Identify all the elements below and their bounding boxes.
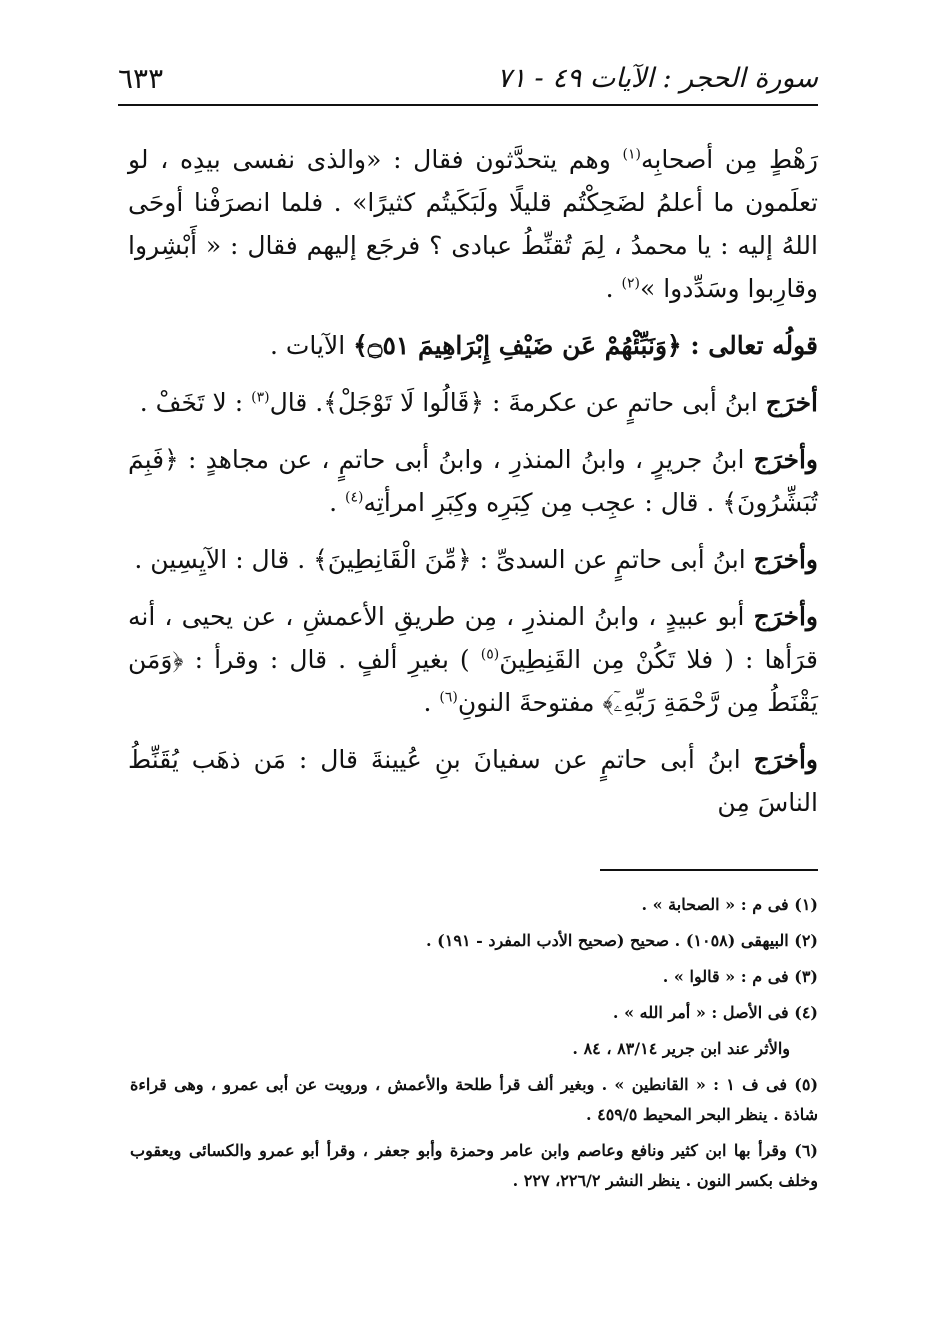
paragraph-3 (128, 381, 818, 424)
p5-text-2: . قال : الآيِسِين . (134, 545, 314, 574)
p6-text-1: أبو عبيدٍ ، وابنُ المنذرِ ، مِن طريقِ الأعمشِ ، عن يحيى ، أنه قرَأها : ( فلا تَكُنْ مِن القَنِطِينَ (128, 602, 818, 674)
p4-text-3: . (329, 488, 346, 517)
p6-text-3: مفتوحةَ النونِ (457, 688, 603, 717)
verse-heading-tail: الآيات . (269, 331, 354, 360)
paragraph-2 (128, 324, 818, 367)
paragraph-6 (128, 595, 818, 724)
quran-verse-4: ﴿مِّنَ الْقَانِطِينَ﴾ (313, 545, 472, 574)
p7-lead: وأخرَج (753, 745, 818, 774)
paragraph-4 (128, 438, 818, 524)
footnote-ref-2: (٢) (621, 275, 640, 292)
paragraph-1 (128, 138, 818, 310)
paragraph-5 (128, 538, 818, 581)
p3-lead: أخرَج (765, 388, 818, 417)
quran-verse-3: ﴿فَبِمَ تُبَشِّرُونَ﴾ (128, 445, 818, 517)
quran-verse-5: ﴿وَمَن يَقْنَطُ مِن رَّحْمَةِ رَبِّهِۦٓ﴾ (128, 645, 818, 717)
footnote-ref-3: (٣) (251, 389, 270, 406)
p7-text-1: ابنُ أبى حاتمٍ عن سفيانَ بنِ عُيينةَ قال : مَن ذهَب يُقَنِّطُ الناسَ مِن (128, 745, 818, 817)
p4-text-1: ابنُ جريرٍ ، وابنُ المنذرِ ، وابنُ أبى حاتمٍ ، عن مجاهدٍ : (178, 445, 754, 474)
footnotes (130, 890, 818, 1202)
p6-lead: وأخرَج (753, 602, 818, 631)
p1-text-1: رَهْطٍ مِن أصحابِه (640, 145, 819, 174)
p4-lead: وأخرَج (753, 445, 818, 474)
footnote-4: (٤) فى الأصل : « أمر الله » . (612, 1003, 818, 1022)
p5-text-1: ابنُ أبى حاتمٍ عن السدىِّ : (471, 545, 754, 574)
p6-text-2: ) بغيرِ ألفٍ . قال : وقرأ : (183, 645, 481, 674)
footnote-ref-6: (٦) (439, 689, 458, 706)
header-rule (118, 104, 818, 106)
footnote-1: (١) فى م : « الصحابة » . (641, 895, 818, 914)
p3-text-3: : لا تَخَفْ . (139, 388, 252, 417)
p1-text-3: . (605, 274, 622, 303)
footnote-3: (٣) فى م : « قالوا » . (662, 967, 818, 986)
page-header (118, 52, 818, 104)
main-text (128, 138, 818, 838)
p5-lead: وأخرَج (753, 545, 818, 574)
footnote-ref-4: (٤) (345, 489, 364, 506)
footnote-4-continuation: والأثر عند ابن جرير ٨٣/١٤ ، ٨٤ . (572, 1039, 790, 1058)
footnote-5: (٥) فى ف ١ : « القانطين » . وبغير ألف قرأ طلحة والأعمش ، ورويت عن أبى عمرو ، وهى قراءة شاذة . ينظر البحر المحيط ٤٥٩/٥ . (130, 1075, 819, 1124)
p6-text-4: . (423, 688, 440, 717)
footnote-ref-5: (٥) (480, 646, 500, 663)
p3-text-2: . قال (269, 388, 324, 417)
p3-text-1: ابنُ أبى حاتمٍ عن عكرمةَ : (484, 388, 766, 417)
running-title: سورة الحجر : الآيات ٤٩ - ٧١ (496, 62, 818, 94)
footnote-2: (٢) البيهقى (١٠٥٨) . صحيح (صحيح الأدب المفرد - ١٩١) . (426, 931, 818, 950)
page-number: ٦٣٣ (118, 61, 164, 95)
quran-verse-1: ﴿وَنَبِّئْهُمْ عَن ضَيْفِ إِبْرَاهِيمَ ۝٥١﴾ (353, 331, 682, 360)
footnote-ref-1: (١) (622, 146, 641, 163)
quran-verse-2: ﴿قَالُوا لَا تَوْجَلْ﴾ (323, 388, 484, 417)
p4-text-2: . قال : عجِب مِن كِبَرِه وكِبَرِ امرأتِه (363, 488, 723, 517)
verse-heading-lead: قولُه تعالى : (681, 331, 818, 360)
footnote-6: (٦) وقرأ بها ابن كثير ونافع وعاصم وابن عامر وحمزة وأبو جعفر ، وقرأ أبو عمرو والكسائى ويعقوب وخلف بكسر النون . ينظر النشر ٢٢٦/٢، ٢٢٧ . (130, 1141, 818, 1190)
footnote-separator (600, 869, 818, 871)
p1-text-2: وهم يتحدَّثون فقال : «والذى نفسى بيدِه ، لو تعلَمون ما أعلمُ لضَحِكْتُم قليلًا ولَبَكَيتُم كثيرًا» . فلما انصرَفْنا أوحَى اللهُ إليه : يا محمدُ ، لِمَ تُقنِّطُ عبادى ؟ فرجَع إليهم فقال : « أَبْشِروا وقارِبوا وسَدِّدوا » (128, 145, 818, 303)
paragraph-7 (128, 738, 818, 824)
